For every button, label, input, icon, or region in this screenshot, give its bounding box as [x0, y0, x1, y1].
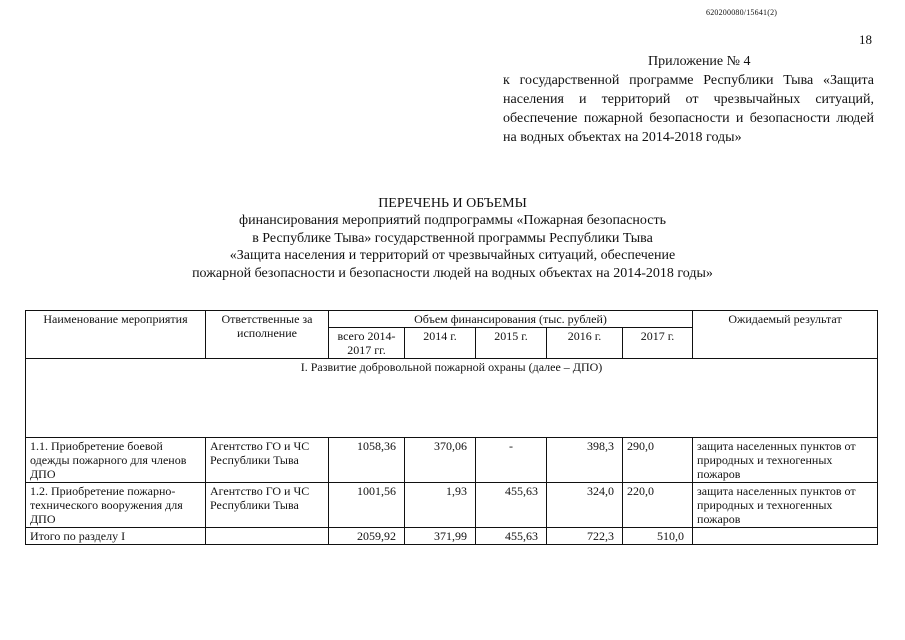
- document-subtitle: [0, 212, 905, 282]
- row-responsible: Агентство ГО и ЧС Республики Тыва: [206, 438, 329, 483]
- summary-total: 2059,92: [329, 528, 405, 545]
- appendix-title: Приложение № 4: [648, 54, 751, 69]
- appendix-text: к государственной программе Республики Тыва «Защита населения и территорий от чрезвычайных ситуаций, обеспечение пожарной безопасности и безопасности людей на водных объектах на 2014-2018 годы»: [503, 73, 874, 145]
- table-row: [26, 438, 878, 483]
- summary-2014: 371,99: [405, 528, 476, 545]
- row-2016: 398,3: [547, 438, 623, 483]
- section-title: I. Развитие добровольной пожарной охраны (далее – ДПО): [26, 359, 878, 438]
- subtitle-line-2: в Республике Тыва» государственной программы Республики Тыва: [252, 230, 653, 246]
- header-2015: 2015 г.: [476, 328, 547, 359]
- page-number: 18: [859, 32, 872, 47]
- header-name: Наименование мероприятия: [26, 311, 206, 359]
- financing-table: [25, 310, 878, 545]
- header-2014: 2014 г.: [405, 328, 476, 359]
- subtitle-line-3: «Защита населения и территорий от чрезвычайных ситуаций, обеспечение: [229, 248, 676, 263]
- header-responsible: Ответственные за исполнение: [206, 311, 329, 359]
- section-row: [26, 359, 878, 438]
- header-row: [26, 311, 878, 328]
- header-2016: 2016 г.: [547, 328, 623, 359]
- summary-row: [26, 528, 878, 545]
- row-total: 1058,36: [329, 438, 405, 483]
- row-result: защита населенных пунктов от природных и техногенных пожаров: [693, 438, 878, 483]
- row-2017: 220,0: [623, 483, 693, 528]
- header-2017: 2017 г.: [623, 328, 693, 359]
- subtitle-line-1: финансирования мероприятий подпрограммы «Пожарная безопасность: [239, 213, 666, 228]
- row-responsible: Агентство ГО и ЧС Республики Тыва: [206, 483, 329, 528]
- summary-responsible: [206, 528, 329, 545]
- summary-name: Итого по разделу I: [26, 528, 206, 545]
- subtitle-line-4: пожарной безопасности и безопасности людей на водных объектах на 2014-2018 годы»: [192, 265, 713, 281]
- header-financing: Объем финансирования (тыс. рублей): [329, 311, 693, 328]
- document-id: 620200080/15641(2): [706, 8, 778, 17]
- row-2014: 1,93: [405, 483, 476, 528]
- row-2014: 370,06: [405, 438, 476, 483]
- row-2015: -: [476, 438, 547, 483]
- row-total: 1001,56: [329, 483, 405, 528]
- summary-2016: 722,3: [547, 528, 623, 545]
- row-2016: 324,0: [547, 483, 623, 528]
- header-total: всего 2014-2017 гг.: [329, 328, 405, 359]
- row-name: 1.1. Приобретение боевой одежды пожарного для членов ДПО: [26, 438, 206, 483]
- header-result: Ожидаемый результат: [693, 311, 878, 359]
- row-name: 1.2. Приобретение пожарно-технического вооружения для ДПО: [26, 483, 206, 528]
- row-2015: 455,63: [476, 483, 547, 528]
- table-row: [26, 483, 878, 528]
- summary-2015: 455,63: [476, 528, 547, 545]
- summary-result: [693, 528, 878, 545]
- summary-2017: 510,0: [623, 528, 693, 545]
- row-result: защита населенных пунктов от природных и техногенных пожаров: [693, 483, 878, 528]
- row-2017: 290,0: [623, 438, 693, 483]
- document-title: ПЕРЕЧЕНЬ И ОБЪЕМЫ: [378, 196, 527, 211]
